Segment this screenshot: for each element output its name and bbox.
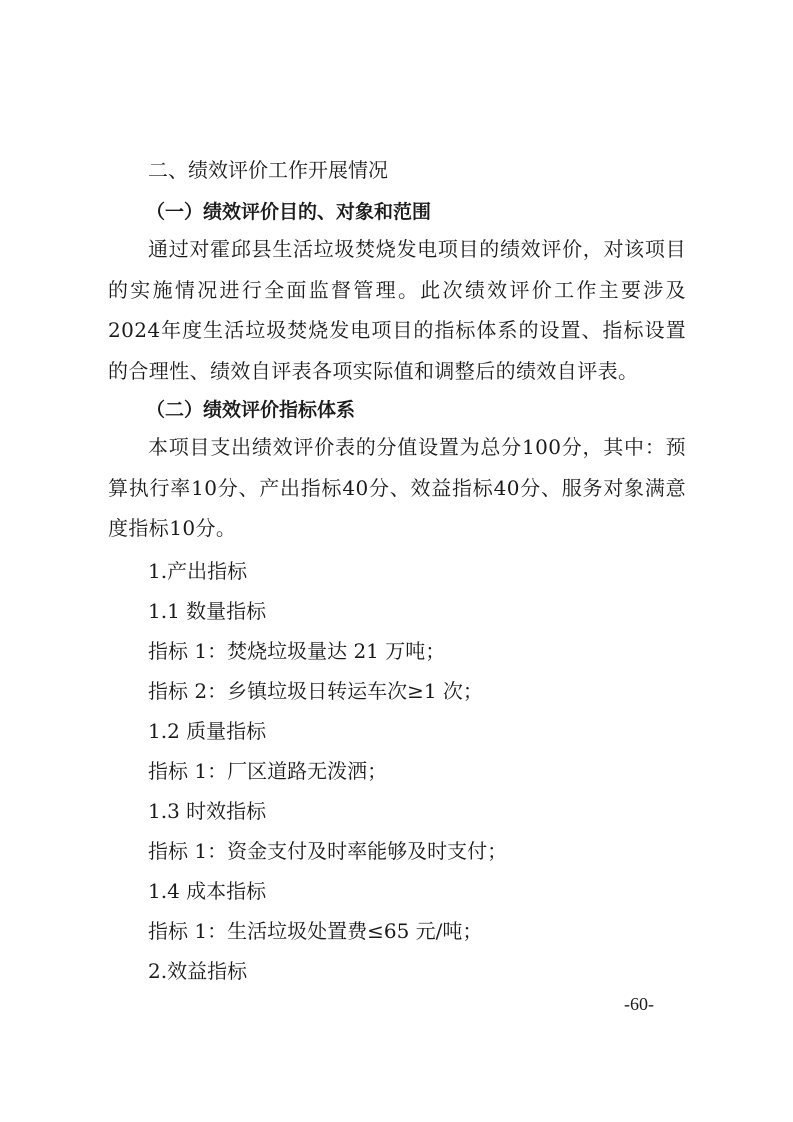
subsection-2-paragraph: 本项目支出绩效评价表的分值设置为总分100分，其中：预算执行率10分、产出指标40分、效益指标40分、服务对象满意度指标10分。: [108, 435, 686, 540]
subsection-heading-1: （一）绩效评价目的、对象和范围: [146, 201, 432, 223]
subsection-1-paragraph: 通过对霍邱县生活垃圾焚烧发电项目的绩效评价，对该项目的实施情况进行全面监督管理。此次绩效评价工作主要涉及2024年度生活垃圾焚烧发电项目的指标体系的设置、指标设置的合理性、绩效自评表各项实际值和调整后的绩效自评表。: [108, 237, 686, 383]
list-item: 1.产出指标: [148, 559, 248, 583]
list-item: 指标 2：乡镇垃圾日转运车次≥1 次；: [148, 679, 483, 703]
list-item: 指标 1：焚烧垃圾量达 21 万吨；: [148, 639, 446, 663]
list-item: 指标 1：生活垃圾处置费≤65 元/吨；: [148, 919, 483, 943]
list-item: 指标 1：资金支付及时率能够及时支付；: [148, 839, 508, 863]
page-number: -60-: [624, 994, 654, 1014]
subsection-heading-2: （二）绩效评价指标体系: [146, 399, 356, 421]
list-item: 1.1 数量指标: [148, 599, 267, 623]
list-item: 指标 1：厂区道路无泼洒；: [148, 759, 388, 783]
list-item: 1.3 时效指标: [148, 799, 267, 823]
list-item: 1.4 成本指标: [148, 879, 267, 903]
list-item: 1.2 质量指标: [148, 719, 267, 743]
list-item: 2.效益指标: [148, 959, 248, 983]
section-heading: 二、绩效评价工作开展情况: [148, 158, 388, 182]
